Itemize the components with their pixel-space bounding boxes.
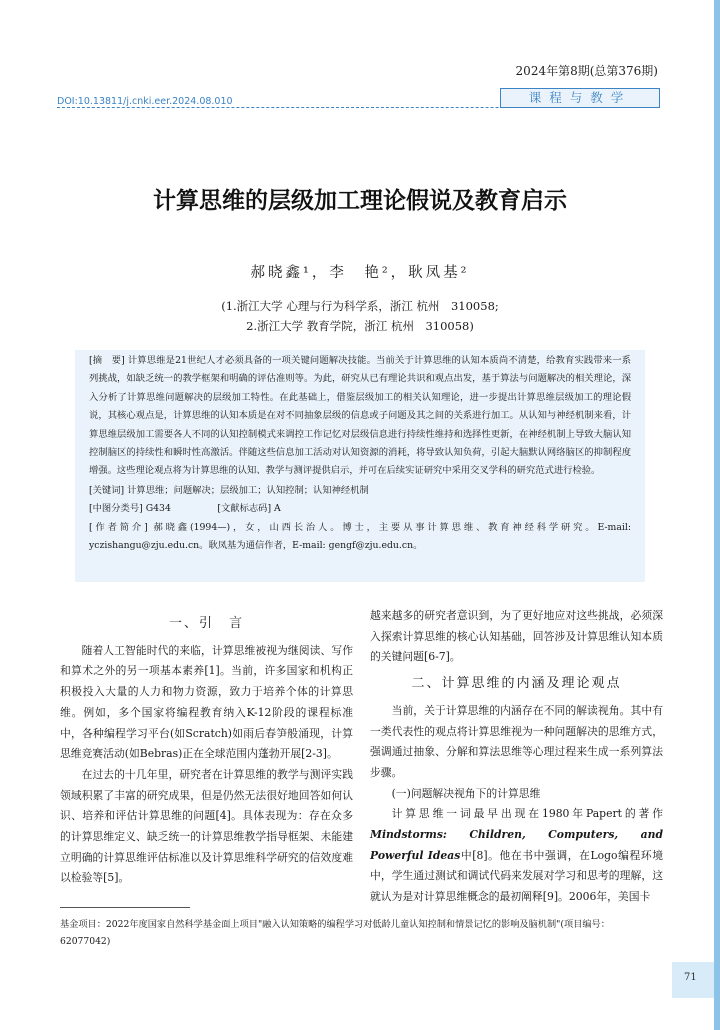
keywords: [关键词] 计算思维；问题解决；层级加工；认知控制；认知神经机制 [89, 484, 369, 496]
section-heading-intro: 一、引 言 [168, 616, 244, 631]
affiliations [0, 296, 720, 336]
paragraph: 随着人工智能时代的来临，计算思维被视为继阅读、写作和算术之外的另一项基本素养[1]。当前，许多国家和机构正积极投入大量的人力和物力资源，致力于培养个体的计算思维。例如，多个国家将编程教育纳入K-12阶段的课程标准中，各种编程学习平台(如Scratch)如雨后春笋般涌现，计算思维竞赛活动(如Bebras)正在全球范围内蓬勃开展[2-3]。 [60, 643, 353, 761]
book-title: Mindstorms: Children, Computers, and Powerful Ideas [370, 828, 663, 862]
paragraph-part: 计算思维一词最早出现在1980年Papert的著作 [391, 807, 663, 821]
abstract-box [75, 350, 645, 582]
paragraph-part: 中[8]。他在书中强调，在Logo编程环境中，学生通过测试和调试代码来发展对学习和思考的理解，这就认为是对计算思维概念的最初阐释[9]。2006年，美国卡 [370, 848, 664, 904]
footnote-rule [60, 907, 190, 908]
header-rule [57, 107, 658, 108]
section-heading-2: 二、计算思维的内涵及理论观点 [411, 676, 622, 692]
classification: [中图分类号] G434 [文献标志码] A [89, 503, 281, 515]
authors: 郝晓鑫¹，李 艳²，耿凤基² [250, 265, 470, 281]
subheading: (一)问题解决视角下的计算思维 [391, 786, 541, 800]
page-number: 71 [684, 972, 697, 983]
left-column [60, 612, 353, 889]
abstract-text: [摘 要] 计算思维是21世纪人才必须具备的一项关键问题解决技能。当前关于计算思维的认知本质尚不清楚，给教育实践带来一系列挑战，如缺乏统一的教学框架和明确的评估准则等。为此，研究从已有理论共识和观点出发，基于算法与问题解决的相关理论，深入分析了计算思维问题解决的层级加工特性。在此基础上，借鉴层级加工的相关认知理论，进一步提出计算思维层级加工的理论假说，其核心观点是，计算思维的认知本质是在对不同抽象层级的信息或子问题及其之间的关系进行加工。从认知与神经机制来看，计算思维层级加工需要各人不同的认知控制模式来调控工作记忆对层级信息进行持续性维持和选择性更新，在神经机制上导致大脑认知控制脑区的持续性和瞬时性高激活。伴随这些信息加工活动对认知资源的消耗，将导致认知负荷，引起大脑默认网络脑区的抑制程度增强。这些理论观点将为计算思维的认知、教学与测评提供启示，并可在后续实证研究中采用交叉学科的研究范式进行检验。 [89, 355, 631, 477]
author-note: [作者简介] 郝晓鑫(1994—)，女，山西长治人。博士，主要从事计算思维、教育神经科学研究。E-mail: yczishangu@zju.edu.cn。耿凤基为通信作者，E-mail: gengf@zju.edu.cn。 [89, 521, 631, 552]
paragraph: 在过去的十几年里，研究者在计算思维的教学与测评实践领域积累了丰富的研究成果，但是仍然无法很好地回答如何认识、培养和评估计算思维的问题[4]。具体表现为：存在众多的计算思维定义、缺乏统一的计算思维教学指导框架、未能建立明确的计算思维评估标准以及计算思维科学研究的信效度难以检验等[5]。 [60, 767, 353, 885]
footnote: 基金项目：2022年度国家自然科学基金面上项目"融入认知策略的编程学习对低龄儿童认知控制和情景记忆的影响及脑机制"(项目编号：62077042) [60, 919, 610, 947]
page-edge-bar [714, 0, 720, 1030]
right-column [370, 606, 663, 908]
issue-label: 2024年第8期(总第376期) [515, 64, 658, 78]
doi-link[interactable]: DOI:10.13811/j.cnki.eer.2024.08.010 [57, 96, 233, 107]
paragraph: 越来越多的研究者意识到，为了更好地应对这些挑战，必须深入探索计算思维的核心认知基础，回答涉及计算思维认知本质的关键问题[6-7]。 [370, 609, 663, 664]
paragraph [370, 804, 663, 908]
column-tag: 课程与教学 [500, 88, 660, 108]
affiliation-2: 2.浙江大学 教育学院，浙江 杭州 310058) [246, 319, 474, 333]
article-title: 计算思维的层级加工理论假说及教育启示 [153, 188, 567, 214]
affiliation-1: (1.浙江大学 心理与行为科学系，浙江 杭州 310058; [221, 299, 499, 313]
paragraph: 当前，关于计算思维的内涵存在不同的解读视角。其中有一类代表性的观点将计算思维视为一种问题解决的思维方式，强调通过抽象、分解和算法思维等心理过程来生成一系列算法步骤。 [370, 703, 663, 779]
